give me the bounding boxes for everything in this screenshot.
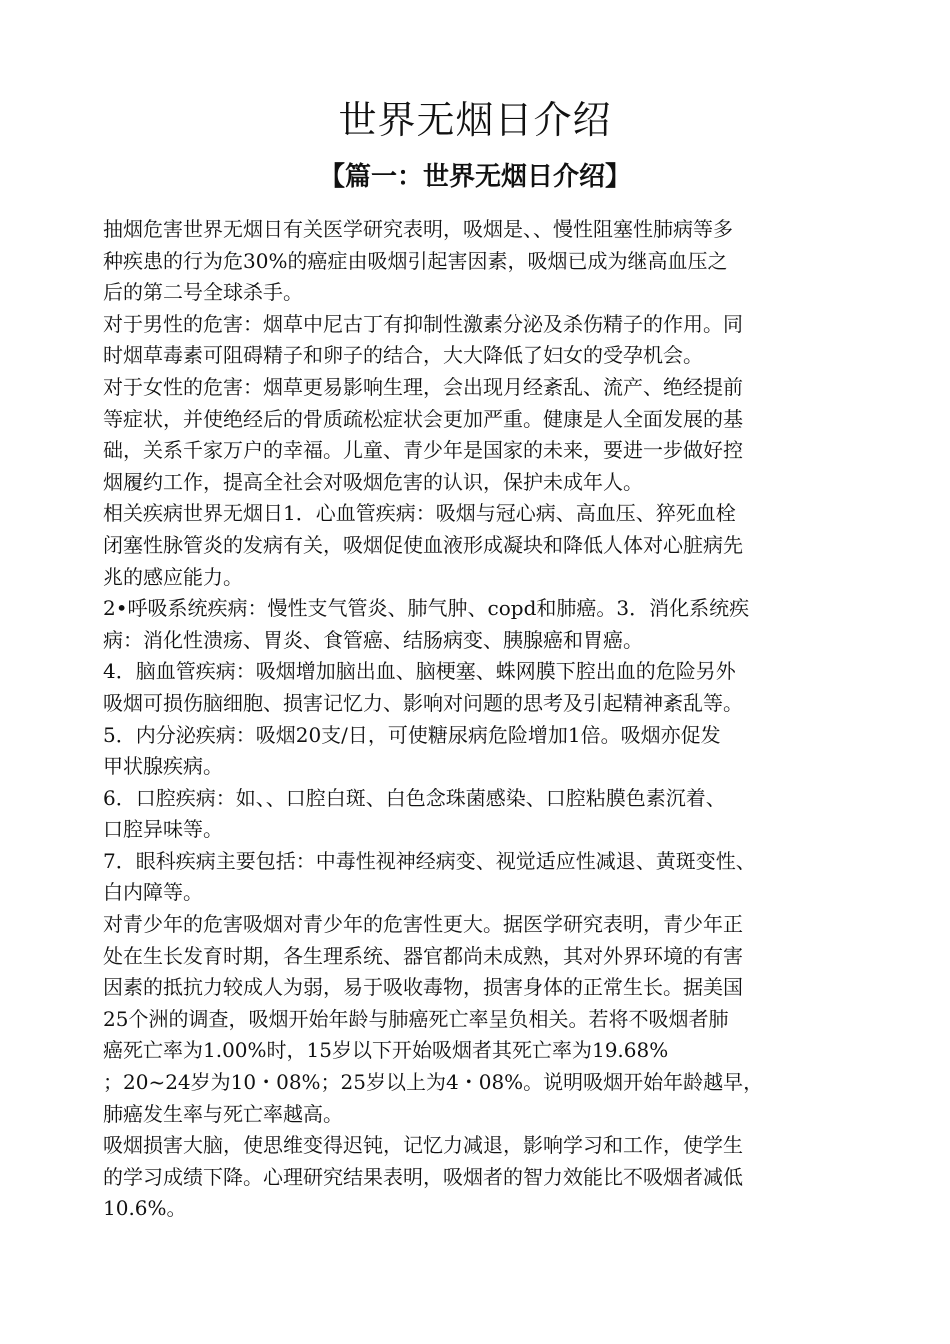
text-line: 相关疾病世界无烟日1．心血管疾病：吸烟与冠心病、高血压、猝死血栓 — [103, 501, 736, 526]
text-line: 烟履约工作，提高全社会对吸烟危害的认识，保护未成年人。 — [103, 469, 643, 494]
text-line: 25个洲的调查，吸烟开始年龄与肺癌死亡率呈负相关。若将不吸烟者肺 — [103, 1006, 729, 1031]
text-line: 6．口腔疾病：如、、口腔白斑、白色念珠菌感染、口腔粘膜色素沉着、 — [103, 785, 726, 810]
text-line: 抽烟危害世界无烟日有关医学研究表明，吸烟是、、慢性阻塞性肺病等多 — [103, 217, 733, 241]
page-title: 世界无烟日介绍 — [338, 98, 612, 142]
text-line: 种疾患的行为危30%的癌症由吸烟引起害因素，吸烟已成为继高血压之 — [103, 248, 728, 273]
text-line: 对于女性的危害：烟草更易影响生理，会出现月经紊乱、流产、绝经提前 — [103, 374, 743, 399]
text-line: 处在生长发育时期，各生理系统、器官都尚未成熟，其对外界环境的有害 — [103, 943, 743, 968]
text-line: 病：消化性溃疡、胃炎、食管癌、结肠病变、胰腺癌和胃癌。 — [103, 627, 643, 652]
text-line: 5．内分泌疾病：吸烟20支/日，可使糖尿病危险增加1倍。吸烟亦促发 — [103, 722, 721, 747]
text-line: 等症状，并使绝经后的骨质疏松症状会更加严重。健康是人全面发展的基 — [103, 406, 743, 431]
text-line: 癌死亡率为1.00%时，15岁以下开始吸烟者其死亡率为19.68% — [103, 1038, 669, 1063]
text-line: 7．眼科疾病主要包括：中毒性视神经病变、视觉适应性减退、黄斑变性、 — [103, 848, 756, 873]
text-line: 的学习成绩下降。心理研究结果表明，吸烟者的智力效能比不吸烟者减低 — [103, 1164, 743, 1189]
text-line: 白内障等。 — [103, 880, 203, 905]
text-line: 4．脑血管疾病：吸烟增加脑出血、脑梗塞、蛛网膜下腔出血的危险另外 — [103, 659, 736, 684]
text-line: 10.6%。 — [103, 1196, 187, 1221]
text-line: 吸烟损害大脑，使思维变得迟钝，记忆力减退，影响学习和工作，使学生 — [103, 1133, 743, 1158]
text-line: 对青少年的危害吸烟对青少年的危害性更大。据医学研究表明，青少年正 — [103, 912, 743, 937]
text-line: ；20~24岁为10・08%；25岁以上为4・08%。说明吸烟开始年龄越早， — [103, 1070, 764, 1095]
text-line: 后的第二号全球杀手。 — [103, 280, 303, 305]
text-line: 础，关系千家万户的幸福。儿童、青少年是国家的未来，要进一步做好控 — [103, 438, 743, 463]
text-line: 口腔异味等。 — [103, 817, 223, 842]
section-heading: 【篇一：世界无烟日介绍】 — [318, 162, 631, 192]
article-body — [103, 214, 855, 1225]
text-line: 肺癌发生率与死亡率越高。 — [103, 1101, 343, 1126]
text-line: 吸烟可损伤脑细胞、损害记忆力、影响对问题的思考及引起精神紊乱等。 — [103, 690, 743, 715]
text-line: 因素的抵抗力较成人为弱，易于吸收毒物，损害身体的正常生长。据美国 — [103, 975, 743, 1000]
text-line: 2•呼吸系统疾病：慢性支气管炎、肺气肿、copd和肺癌。3．消化系统疾 — [103, 596, 750, 621]
text-line: 闭塞性脉管炎的发病有关，吸烟促使血液形成凝块和降低人体对心脏病先 — [103, 532, 743, 557]
text-line: 对于男性的危害：烟草中尼古丁有抑制性激素分泌及杀伤精子的作用。同 — [103, 311, 743, 336]
text-line: 甲状腺疾病。 — [103, 754, 223, 779]
text-line: 兆的感应能力。 — [103, 564, 243, 589]
text-line: 时烟草毒素可阻碍精子和卵子的结合，大大降低了妇女的受孕机会。 — [103, 343, 703, 368]
